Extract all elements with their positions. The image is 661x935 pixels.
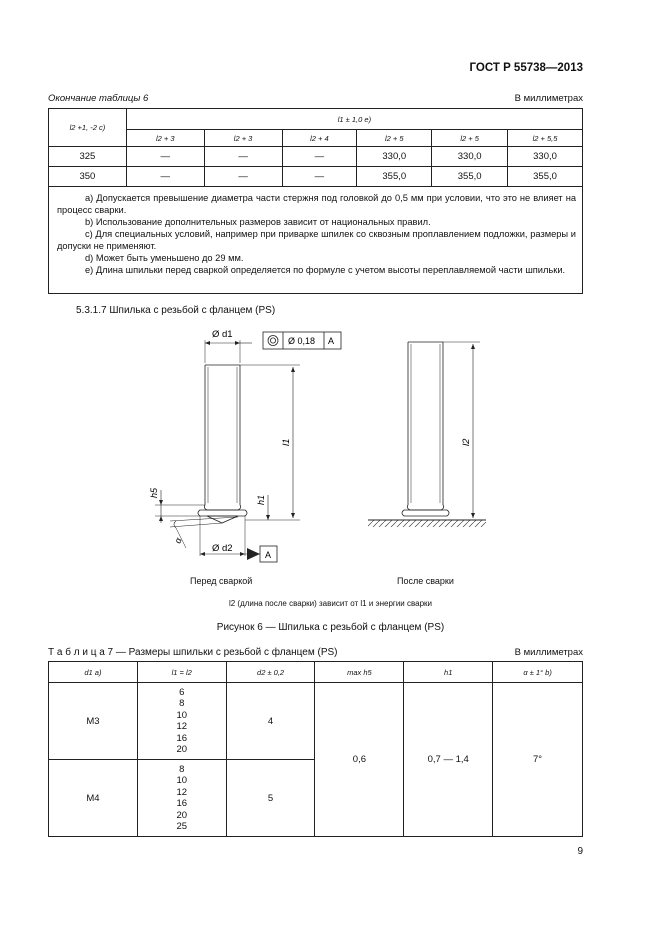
- length-value: 8: [179, 698, 185, 709]
- table-cell: 350: [49, 167, 127, 187]
- tolerance-value: Ø 0,18: [288, 336, 316, 346]
- label-after-welding: После сварки: [397, 576, 454, 586]
- length-value: 20: [176, 744, 188, 755]
- length-value: 16: [176, 798, 188, 809]
- label-l2: l2: [461, 438, 472, 446]
- label-alpha: α: [172, 536, 184, 545]
- length-value: 8: [179, 763, 185, 775]
- table6-subhead: l2 + 3: [204, 130, 282, 147]
- table-cell: 355,0: [432, 167, 508, 187]
- length-value: 25: [176, 821, 188, 832]
- table-cell: —: [282, 147, 357, 167]
- table6-subhead: l2 + 3: [126, 130, 204, 147]
- table-cell: 0,7 — 1,4: [404, 683, 493, 837]
- label-l1: l1: [281, 438, 292, 446]
- page-number: 9: [577, 846, 583, 857]
- label-h5: h5: [149, 487, 159, 498]
- table6-subhead: l2 + 5: [357, 130, 432, 147]
- table6: [48, 108, 583, 187]
- table-row: [49, 683, 583, 760]
- label-before-welding: Перед сваркой: [190, 576, 253, 586]
- table-cell: 330,0: [508, 147, 583, 167]
- table-cell: —: [204, 167, 282, 187]
- length-value: 12: [176, 721, 188, 732]
- table-cell: 330,0: [432, 147, 508, 167]
- table7-head-l: l1 = l2: [137, 662, 226, 683]
- table6-subhead: l2 + 4: [282, 130, 357, 147]
- length-value: 16: [176, 732, 188, 744]
- table-cell: —: [126, 147, 204, 167]
- table-cell: 355,0: [357, 167, 432, 187]
- figure-caption: Рисунок 6 — Шпилька с резьбой с фланцем (PS): [216, 622, 445, 633]
- table7-head-d1: d1 a): [49, 662, 138, 683]
- table7-head-h5: max h5: [315, 662, 404, 683]
- table-cell: 4: [226, 683, 315, 760]
- label-d2: Ø d2: [212, 543, 233, 554]
- table6-col0-head: l2 +1, -2 c): [49, 109, 127, 147]
- table-cell: 5: [226, 760, 315, 837]
- label-h1: h1: [256, 494, 266, 505]
- table6-subhead: l2 + 5: [432, 130, 508, 147]
- table-cell: —: [126, 167, 204, 187]
- tolerance-datum: A: [328, 336, 335, 346]
- table-cell: —: [282, 167, 357, 187]
- length-value: 10: [176, 775, 188, 786]
- standard-number: ГОСТ Р 55738—2013: [469, 62, 583, 74]
- length-list: [137, 760, 226, 837]
- table-cell: 0,6: [315, 683, 404, 837]
- table7-head-h1: h1: [404, 662, 493, 683]
- table7-caption: Т а б л и ц а 7 — Размеры шпильки с резьбой с фланцем (PS): [48, 647, 338, 658]
- note-e: e) Длина шпильки перед сваркой определяется по формуле с учетом высоты переплавляемой части шпильки.: [85, 265, 566, 275]
- section-title: 5.3.1.7 Шпилька с резьбой с фланцем (PS): [76, 305, 276, 316]
- table6-group-head: l1 ± 1,0 e): [126, 109, 582, 130]
- note-b: b) Использование дополнительных размеров зависит от национальных правил.: [85, 217, 431, 227]
- note-d: d) Может быть уменьшено до 29 мм.: [85, 253, 244, 263]
- table6-subhead: l2 + 5,5: [508, 130, 583, 147]
- label-d1: Ø d1: [212, 329, 233, 340]
- table-cell: 325: [49, 147, 127, 167]
- table-cell: M3: [49, 683, 138, 760]
- length-value: 6: [179, 686, 185, 698]
- table-row: [49, 167, 583, 187]
- length-value: 10: [176, 709, 188, 721]
- figure-note: l2 (длина после сварки) зависит от l1 и энергии сварки: [228, 599, 433, 608]
- table7-units: В миллиметрах: [514, 647, 583, 658]
- table7: [48, 661, 583, 837]
- length-list: [137, 683, 226, 760]
- table7-head-alpha: α ± 1° b): [493, 662, 583, 683]
- table6-caption: Окончание таблицы 6: [48, 93, 149, 104]
- note-c: c) Для специальных условий, например при приварке шпилек со сквозным проплавлением подложки, размеры и допуски не применяют.: [57, 229, 576, 251]
- table-cell: 355,0: [508, 167, 583, 187]
- table-cell: M4: [49, 760, 138, 837]
- length-value: 20: [176, 809, 188, 821]
- datum-a-box-label: A: [265, 550, 272, 560]
- table-row: [49, 147, 583, 167]
- note-a: a) Допускается превышение диаметра части стержня под головкой до 0,5 мм при условии, что это не влияет на процесс сварки.: [57, 193, 576, 215]
- length-value: 12: [176, 786, 188, 798]
- figure-6-drawing: [0, 320, 661, 620]
- table-cell: 330,0: [357, 147, 432, 167]
- table-cell: —: [204, 147, 282, 167]
- table6-notes: [48, 186, 583, 294]
- table6-units: В миллиметрах: [514, 93, 583, 104]
- table7-head-d2: d2 ± 0,2: [226, 662, 315, 683]
- table-cell: 7°: [493, 683, 583, 837]
